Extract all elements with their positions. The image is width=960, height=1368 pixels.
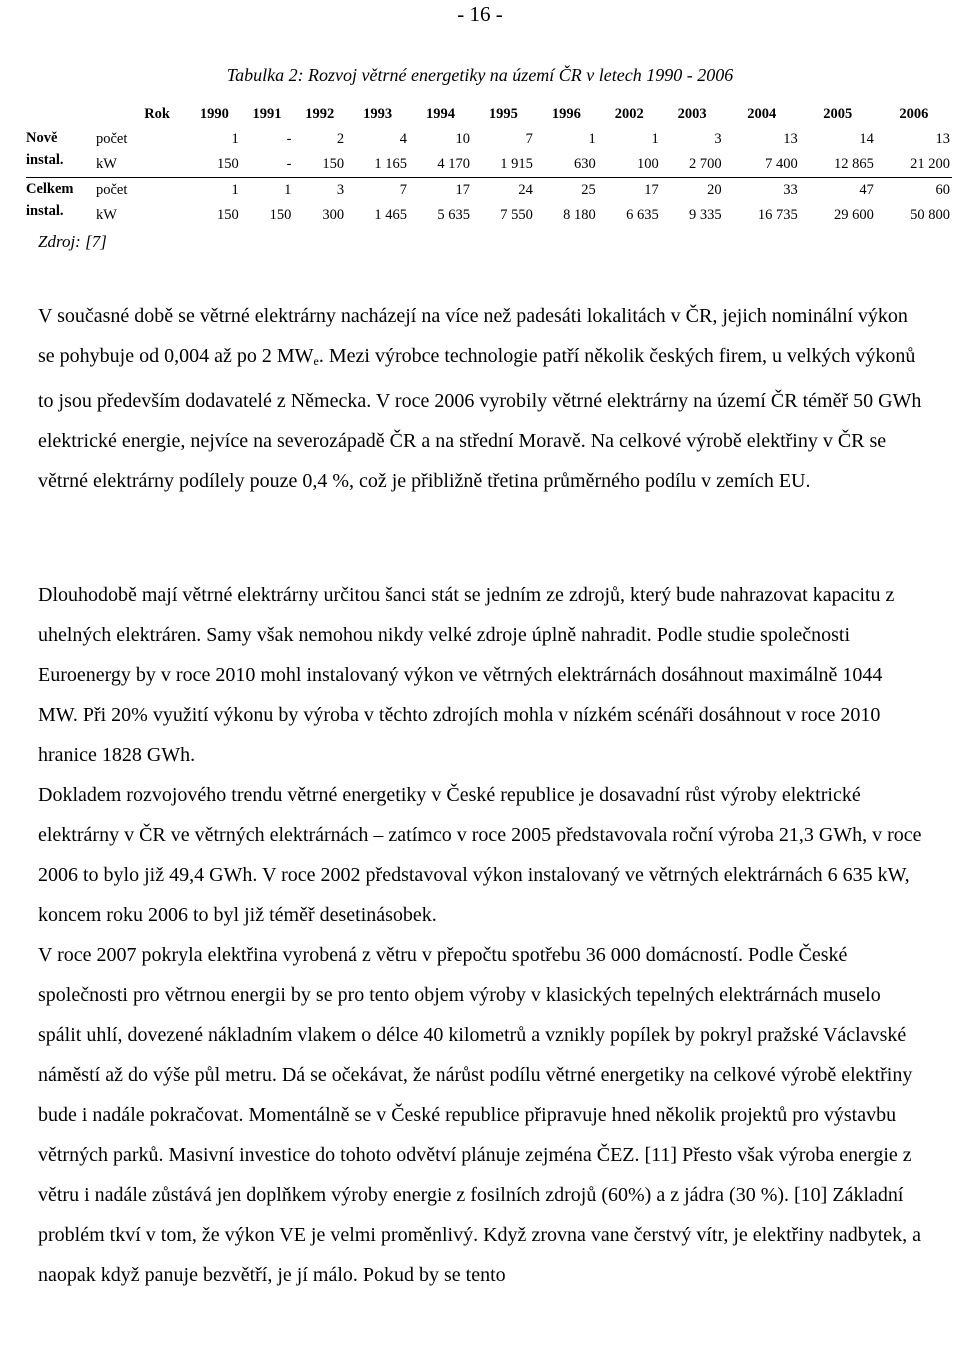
table-cell: 21 200 bbox=[910, 156, 950, 172]
paragraph-1 bbox=[38, 296, 922, 501]
year-cell: 1996 bbox=[551, 106, 581, 122]
table-cell: 3 bbox=[293, 178, 346, 204]
table-cell: 12 865 bbox=[833, 156, 874, 172]
table-cell: 150 bbox=[216, 156, 239, 172]
table-cell: 10 bbox=[455, 131, 470, 147]
table-row bbox=[26, 203, 952, 228]
group-label-total bbox=[26, 178, 86, 229]
table-cell: 1 bbox=[651, 131, 659, 147]
year-cell: 1991 bbox=[252, 106, 282, 122]
table-cell: 4 bbox=[399, 131, 408, 147]
table-row bbox=[26, 127, 952, 152]
group-label-line: instal. bbox=[26, 203, 64, 219]
table-cell: 150 bbox=[322, 156, 345, 172]
unit-cell: kW bbox=[96, 207, 117, 223]
year-cell: 1994 bbox=[425, 106, 455, 122]
table-cell: 16 735 bbox=[757, 207, 798, 223]
paragraph-4: V roce 2007 pokryla elektřina vyrobená z větru v přepočtu spotřebu 36 000 domácností. Podle České společnosti pro větrnou energii by se pro tento objem výroby v klasických tepelných elektrárnách muselo spálit uhlí, dovezené nákladním vlakem o délce 40 kilometrů a vznikly popílek by pokryl pražské Václavské náměstí až do výše půl metru. Dá se očekávat, že nárůst podílu větrné energetiky na celkové výrobě elektřiny bude i nadále pokračovat. Momentálně se v České republice připravuje hned několik projektů pro výstavbu větrných parků. Masivní investice do tohoto odvětví plánuje zejména ČEZ. [11] Přesto však výroba energie z větru i nadále zůstává jen doplňkem výroby energie z fosilních zdrojů (60%) a z jádra (30 %). [10] Základní problém tkví v tom, že výkon VE je velmi proměnlivý. Když zrovna vane čerstvý vítr, je elektřiny nadbytek, a naopak když panuje bezvětří, je jí málo. Pokud by se tento bbox=[38, 944, 922, 1286]
table-cell: 1 465 bbox=[374, 207, 408, 223]
paragraph-3: Dokladem rozvojového trendu větrné energetiky v České republice je dosavadní růst výroby elektrické elektrárny v ČR ve větrných elektrárnách – zatímco v roce 2005 představovala roční výroba 21,3 GWh, v roce 2006 to bylo již 49,4 GWh. V roce 2002 představoval výkon instalovaný ve větrných elektrárnách 6 635 kW, koncem roku 2006 to byl již téměř desetinásobek. bbox=[38, 784, 922, 926]
table-cell: 50 800 bbox=[910, 207, 950, 223]
table-cell: 7 bbox=[346, 178, 409, 204]
table-cell: 47 bbox=[800, 178, 876, 204]
table-cell: - bbox=[286, 156, 292, 172]
table-row bbox=[26, 152, 952, 178]
table-cell: 20 bbox=[661, 178, 724, 204]
group-label-line: instal. bbox=[26, 152, 64, 168]
table-cell: 7 400 bbox=[765, 156, 798, 172]
table-cell: 100 bbox=[636, 156, 659, 172]
table-cell: 630 bbox=[574, 156, 596, 172]
table-cell: 9 335 bbox=[689, 207, 722, 223]
table-cell: 24 bbox=[472, 178, 535, 204]
unit-cell: kW bbox=[96, 156, 117, 172]
table-cell: 1 bbox=[231, 131, 239, 147]
table-cell: 25 bbox=[535, 178, 598, 204]
table-cell: 8 180 bbox=[563, 207, 596, 223]
table-cell: 3 bbox=[714, 131, 722, 147]
table-cell: 1 bbox=[588, 131, 596, 147]
year-cell: 1990 bbox=[199, 106, 229, 122]
paragraph-1-text: V současné době se větrné elektrárny nacházejí na více než padesáti lokalitách v ČR, jejich nominální výkon se pohybuje od 0,004 až po 2 MW bbox=[38, 305, 908, 367]
year-cell: 2004 bbox=[747, 106, 777, 122]
year-cell: 1995 bbox=[488, 106, 518, 122]
unit-cell: počet bbox=[86, 178, 188, 204]
table-cell: 29 600 bbox=[833, 207, 874, 223]
table-cell: 17 bbox=[409, 178, 472, 204]
table-cell: 1 915 bbox=[500, 156, 533, 172]
table-cell: 7 550 bbox=[500, 207, 533, 223]
table-source: Zdroj: [7] bbox=[38, 232, 107, 251]
table-cell: 150 bbox=[216, 207, 239, 223]
table-cell: 300 bbox=[322, 207, 345, 223]
year-cell: 1992 bbox=[305, 106, 335, 122]
body-paragraphs bbox=[38, 575, 922, 1295]
table-cell: - bbox=[286, 131, 292, 147]
table-cell: 13 bbox=[935, 131, 950, 147]
year-cell: 2006 bbox=[899, 106, 929, 122]
table-cell: 2 bbox=[336, 131, 345, 147]
table-cell: 1 165 bbox=[374, 156, 408, 172]
table-cell: 33 bbox=[724, 178, 800, 204]
table-cell: 2 700 bbox=[689, 156, 722, 172]
header-year-label: Rok bbox=[144, 106, 170, 122]
year-cell: 1993 bbox=[363, 106, 393, 122]
table-cell: 17 bbox=[598, 178, 661, 204]
subscript-e: e bbox=[313, 354, 319, 368]
table-cell: 6 635 bbox=[626, 207, 659, 223]
table-header-row bbox=[26, 102, 952, 127]
page-number: - 16 - bbox=[457, 2, 503, 26]
table-row bbox=[26, 178, 952, 204]
year-cell: 2003 bbox=[677, 106, 707, 122]
group-label-line: Celkem bbox=[26, 181, 74, 197]
paragraph-1-text-cont: . Mezi výrobce technologie patří několik českých firem, u velkých výkonů to jsou především dodavatelé z Německa. V roce 2006 vyrobily větrné elektrárny na území ČR téměř 50 GWh elektrické energie, nejvíce na severozápadě ČR a na střední Moravě. Na celkové výrobě elektřiny v ČR se větrné elektrárny podílely pouze 0,4 %, což je přibližně třetina průměrného podílu v zemích EU. bbox=[38, 345, 922, 492]
table-cell: 7 bbox=[525, 131, 533, 147]
table-cell: 1 bbox=[241, 178, 294, 204]
year-cell: 2002 bbox=[614, 106, 644, 122]
table-cell: 13 bbox=[783, 131, 798, 147]
table-cell: 4 170 bbox=[437, 156, 470, 172]
table-cell: 5 635 bbox=[437, 207, 470, 223]
table-cell: 150 bbox=[269, 207, 292, 223]
year-cell: 2005 bbox=[823, 106, 853, 122]
unit-cell: počet bbox=[96, 131, 128, 147]
paragraph-2: Dlouhodobě mají větrné elektrárny určitou šanci stát se jedním ze zdrojů, který bude nahrazovat kapacitu z uhelných elektráren. Samy však nemohou nikdy velké zdroje úplně nahradit. Podle studie společnosti Euroenergy by v roce 2010 mohl instalovaný výkon ve větrných elektrárnách dosáhnout maximálně 1044 MW. Při 20% využití výkonu by výroba v těchto zdrojích mohla v nízkém scénáři dosáhnout v roce 2010 hranice 1828 GWh. bbox=[38, 584, 895, 766]
wind-energy-table bbox=[26, 102, 952, 228]
group-label-line: Nově bbox=[26, 130, 58, 146]
group-label-new bbox=[26, 127, 86, 178]
table-cell: 1 bbox=[188, 178, 241, 204]
table-cell: 60 bbox=[876, 178, 952, 204]
table-caption: Tabulka 2: Rozvoj větrné energetiky na území ČR v letech 1990 - 2006 bbox=[226, 65, 734, 85]
table-cell: 14 bbox=[859, 131, 874, 147]
